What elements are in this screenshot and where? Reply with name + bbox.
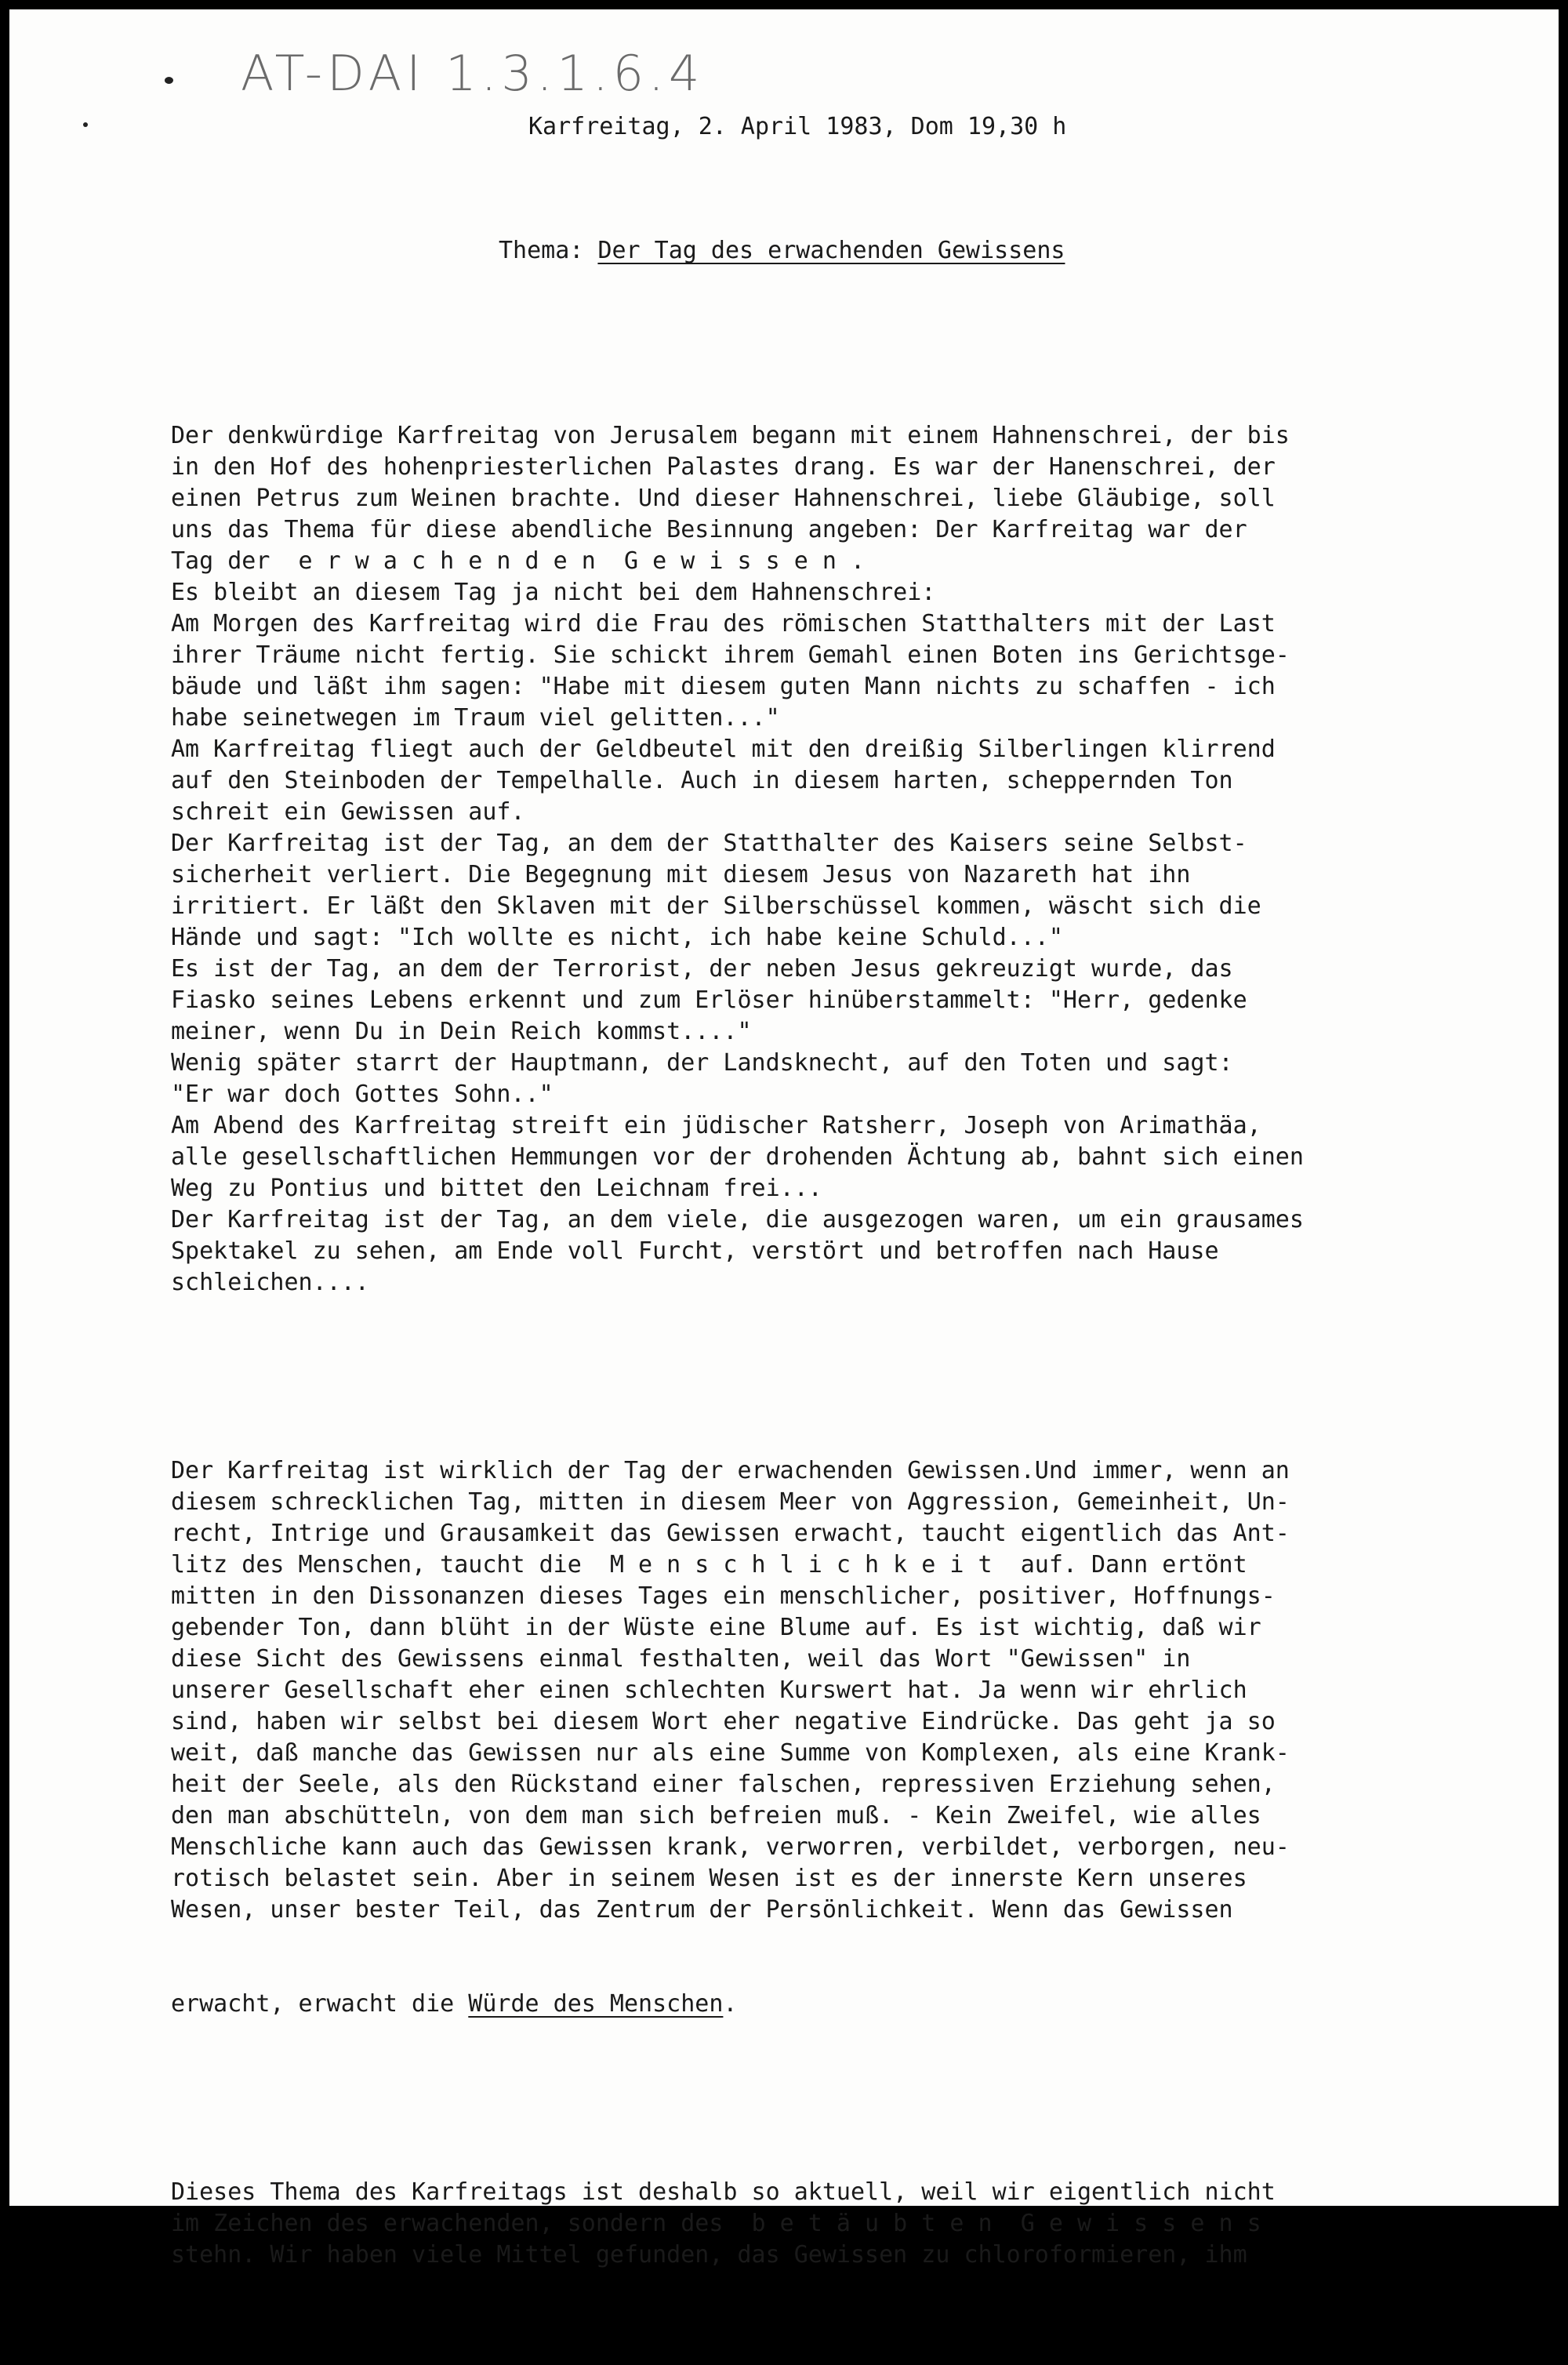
text-line: im Zeichen des erwachenden, sondern des b e t ä u b t e n G e w i s s e n s xyxy=(171,2210,1261,2237)
paragraph-2-last-line xyxy=(171,1989,1457,2020)
text-line: schreit ein Gewissen auf. xyxy=(171,798,525,826)
theme-heading xyxy=(499,235,1065,267)
text-line: Spektakel zu sehen, am Ende voll Furcht, verstört und betroffen nach Hause xyxy=(171,1237,1219,1265)
text-line: Am Abend des Karfreitag streift ein jüdischer Ratsherr, Joseph von Arimathäa, xyxy=(171,1112,1261,1139)
text-line: rotisch belastet sein. Aber in seinem Wesen ist es der innerste Kern unseres xyxy=(171,1865,1247,1892)
text-line: Fiasko seines Lebens erkennt und zum Erlöser hinüberstammelt: "Herr, gedenke xyxy=(171,986,1247,1014)
text-line: ihrer Träume nicht fertig. Sie schickt ihrem Gemahl einen Boten ins Gerichtsge- xyxy=(171,641,1290,669)
last-line-suffix: . xyxy=(723,1990,738,2018)
text-line: bäude und läßt ihm sagen: "Habe mit diesem guten Mann nichts zu schaffen - ich xyxy=(171,673,1276,700)
text-line: Menschliche kann auch das Gewissen krank, verworren, verbildet, verborgen, neu- xyxy=(171,1833,1290,1861)
text-line: heit der Seele, als den Rückstand einer falschen, repressiven Erziehung sehen, xyxy=(171,1771,1276,1798)
text-line: Tag der e r w a c h e n d e n G e w i s s e n . xyxy=(171,547,866,575)
text-line: uns das Thema für diese abendliche Besinnung angeben: Der Karfreitag war der xyxy=(171,516,1247,543)
theme-label: Thema: xyxy=(499,237,598,264)
text-line: Hände und sagt: "Ich wollte es nicht, ich habe keine Schuld..." xyxy=(171,924,1063,951)
text-line: "Er war doch Gottes Sohn.." xyxy=(171,1081,554,1108)
paragraph-2-lines xyxy=(171,1455,1457,1926)
text-line: diese Sicht des Gewissens einmal festhalten, weil das Wort "Gewissen" in xyxy=(171,1645,1191,1673)
text-line: Wenig später starrt der Hauptmann, der Landsknecht, auf den Toten und sagt: xyxy=(171,1049,1233,1077)
text-line: den man abschütteln, von dem man sich befreien muß. - Kein Zweifel, wie alles xyxy=(171,1802,1261,1829)
text-line: unserer Gesellschaft eher einen schlechten Kurswert hat. Ja wenn wir ehrlich xyxy=(171,1677,1247,1704)
text-line: einen Petrus zum Weinen brachte. Und dieser Hahnenschrei, liebe Gläubige, soll xyxy=(171,485,1276,512)
body-text xyxy=(171,358,1457,2365)
text-line: gebender Ton, dann blüht in der Wüste eine Blume auf. Es ist wichtig, daß wir xyxy=(171,1614,1261,1641)
text-line: Der denkwürdige Karfreitag von Jerusalem begann mit einem Hahnenschrei, der bis xyxy=(171,422,1290,449)
paragraph-3 xyxy=(171,2177,1457,2271)
text-line: Es ist der Tag, an dem der Terrorist, der neben Jesus gekreuzigt wurde, das xyxy=(171,955,1233,983)
text-line: meiner, wenn Du in Dein Reich kommst...." xyxy=(171,1018,752,1045)
text-line: Dieses Thema des Karfreitags ist deshalb so aktuell, weil wir eigentlich nicht xyxy=(171,2178,1276,2206)
text-line: Der Karfreitag ist der Tag, an dem viele, die ausgezogen waren, um ein grausames xyxy=(171,1206,1304,1233)
ink-mark xyxy=(165,77,173,84)
text-line: auf den Steinboden der Tempelhalle. Auch in diesem harten, scheppernden Ton xyxy=(171,767,1233,794)
text-line: stehn. Wir haben viele Mittel gefunden, das Gewissen zu chloroformieren, ihm xyxy=(171,2241,1247,2269)
text-line: litz des Menschen, taucht die M e n s c h l i c h k e i t auf. Dann ertönt xyxy=(171,1551,1247,1578)
paragraph-1 xyxy=(171,420,1457,1299)
theme-title: Der Tag des erwachenden Gewissens xyxy=(597,237,1065,264)
text-line: mitten in den Dissonanzen dieses Tages ein menschlicher, positiver, Hoffnungs- xyxy=(171,1582,1276,1610)
text-line: in den Hof des hohenpriesterlichen Palastes drang. Es war der Hanenschrei, der xyxy=(171,453,1276,481)
text-line: weit, daß manche das Gewissen nur als eine Summe von Komplexen, als eine Krank- xyxy=(171,1739,1290,1767)
text-line: Der Karfreitag ist wirklich der Tag der erwachenden Gewissen.Und immer, wenn an xyxy=(171,1457,1290,1484)
text-line: Am Morgen des Karfreitag wird die Frau des römischen Statthalters mit der Last xyxy=(171,610,1276,638)
document-page xyxy=(9,9,1559,2269)
paragraph-2 xyxy=(171,1393,1457,2083)
text-line: sind, haben wir selbst bei diesem Wort eher negative Eindrücke. Das geht ja so xyxy=(171,1708,1276,1735)
underlined-phrase: Würde des Menschen xyxy=(468,1990,724,2018)
text-line: habe seinetwegen im Traum viel gelitten..." xyxy=(171,704,780,732)
text-line: alle gesellschaftlichen Hemmungen vor der drohenden Ächtung ab, bahnt sich einen xyxy=(171,1143,1304,1171)
last-line-prefix: erwacht, erwacht die xyxy=(171,1990,469,2018)
text-line: Am Karfreitag fliegt auch der Geldbeutel mit den dreißig Silberlingen klirrend xyxy=(171,736,1276,763)
text-line: schleichen.... xyxy=(171,1269,369,1296)
ink-dot xyxy=(83,122,88,127)
archive-signature-handwritten: AT-DAI 1.3.1.6.4 xyxy=(241,45,705,102)
text-line: sicherheit verliert. Die Begegnung mit diesem Jesus von Nazareth hat ihn xyxy=(171,861,1191,888)
text-line: Es bleibt an diesem Tag ja nicht bei dem Hahnenschrei: xyxy=(171,579,936,606)
text-line: Der Karfreitag ist der Tag, an dem der Statthalter des Kaisers seine Selbst- xyxy=(171,830,1247,857)
text-line: Weg zu Pontius und bittet den Leichnam frei... xyxy=(171,1175,822,1202)
text-line: diesem schrecklichen Tag, mitten in diesem Meer von Aggression, Gemeinheit, Un- xyxy=(171,1488,1290,1516)
text-line: irritiert. Er läßt den Sklaven mit der Silberschüssel kommen, wäscht sich die xyxy=(171,892,1261,920)
text-line: Wesen, unser bester Teil, das Zentrum der Persönlichkeit. Wenn das Gewissen xyxy=(171,1896,1233,1924)
text-line: recht, Intrige und Grausamkeit das Gewissen erwacht, taucht eigentlich das Ant- xyxy=(171,1520,1290,1547)
dateline: Karfreitag, 2. April 1983, Dom 19,30 h xyxy=(528,113,1067,140)
